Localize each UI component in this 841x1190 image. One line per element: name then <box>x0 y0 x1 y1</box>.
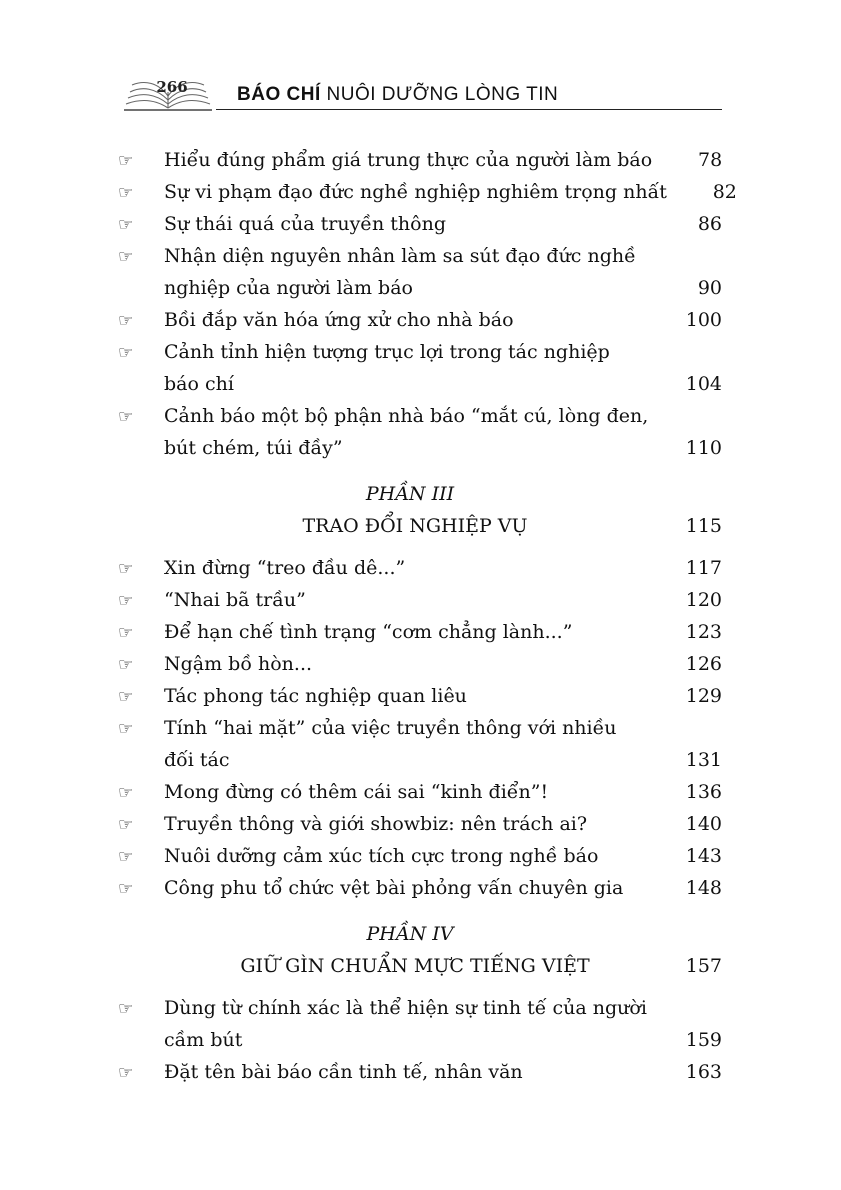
toc-entry[interactable] <box>118 712 722 776</box>
toc-entry-title: Sự vi phạm đạo đức nghề nghiệp nghiêm trọng nhất <box>164 181 667 203</box>
toc-entry[interactable] <box>118 992 722 1056</box>
toc-entry[interactable] <box>118 840 722 872</box>
toc-entry-line <box>118 208 722 240</box>
toc-page-number: 110 <box>685 437 722 459</box>
toc-entry-title: Cảnh báo một bộ phận nhà báo “mắt cú, lòng đen, <box>164 405 649 427</box>
toc-entry-line <box>118 304 722 336</box>
toc-page-number: 126 <box>685 653 722 675</box>
toc-page-number: 100 <box>685 309 722 331</box>
toc-entry[interactable] <box>118 648 722 680</box>
hand-pointing-icon: ☞ <box>118 783 134 803</box>
toc-entry[interactable] <box>118 176 737 208</box>
toc-entry[interactable] <box>118 680 722 712</box>
toc-page-number: 78 <box>697 149 723 171</box>
toc-entry-line <box>118 584 722 616</box>
toc-entry-line <box>118 776 722 808</box>
toc-entry-title: Hiểu đúng phẩm giá trung thực của người làm báo <box>164 149 653 171</box>
toc-entry-line <box>118 680 722 712</box>
toc-entry-line <box>118 368 722 400</box>
toc-entry-line <box>118 552 722 584</box>
part-title-row[interactable] <box>118 510 722 542</box>
toc-entry-title: Đặt tên bài báo cần tinh tế, nhân văn <box>164 1061 523 1083</box>
toc-entry-title: bút chém, túi đầy” <box>164 437 343 459</box>
toc-entry-title: Tác phong tác nghiệp quan liêu <box>164 685 467 707</box>
toc-entry[interactable] <box>118 872 722 904</box>
toc-entry-title: Để hạn chế tình trạng “cơm chẳng lành...” <box>164 621 573 643</box>
toc-entry[interactable] <box>118 1056 722 1088</box>
toc-entry[interactable] <box>118 808 722 840</box>
toc-entry-title: báo chí <box>164 373 234 395</box>
header-rule <box>216 109 722 110</box>
toc-entry-line <box>118 272 722 304</box>
toc-entry-title: nghiệp của người làm báo <box>164 277 413 299</box>
toc-page-number: 129 <box>685 685 722 707</box>
toc-entry[interactable] <box>118 552 722 584</box>
toc-entry[interactable] <box>118 208 722 240</box>
toc-entry-title: Tính “hai mặt” của việc truyền thông với nhiều <box>164 717 617 739</box>
toc-entry[interactable] <box>118 304 722 336</box>
hand-pointing-icon: ☞ <box>118 815 134 835</box>
toc-page-number: 123 <box>685 621 722 643</box>
toc-page-number: 86 <box>697 213 722 235</box>
hand-pointing-icon: ☞ <box>118 687 134 707</box>
toc-entry-line <box>118 336 722 368</box>
toc-entry[interactable] <box>118 776 722 808</box>
part-title: GIỮ GÌN CHUẨN MỰC TIẾNG VIỆT <box>240 955 590 977</box>
toc-entry-title: “Nhai bã trầu” <box>164 589 306 611</box>
hand-pointing-icon: ☞ <box>118 623 134 643</box>
part-label: PHẦN III <box>365 483 455 505</box>
page-header <box>120 70 722 114</box>
toc-page-number: 140 <box>685 813 722 835</box>
toc-entry-title: đối tác <box>164 749 230 771</box>
toc-entry-line <box>118 400 722 432</box>
toc-entry-line <box>118 808 722 840</box>
toc-page-number: 148 <box>685 877 722 899</box>
toc-page-number: 90 <box>697 277 722 299</box>
toc-entry-title: Mong đừng có thêm cái sai “kinh điển”! <box>164 781 549 803</box>
part-page-number: 115 <box>685 515 722 537</box>
hand-pointing-icon: ☞ <box>118 847 134 867</box>
toc-entry-title: Xin đừng “treo đầu dê...” <box>164 557 406 579</box>
hand-pointing-icon: ☞ <box>118 151 134 171</box>
toc-entry-line <box>118 240 722 272</box>
toc-entry-title: cầm bút <box>164 1029 243 1051</box>
toc-page-number: 136 <box>685 781 722 803</box>
hand-pointing-icon: ☞ <box>118 655 134 675</box>
toc-entry-title: Dùng từ chính xác là thể hiện sự tinh tế của người <box>164 997 647 1019</box>
hand-pointing-icon: ☞ <box>118 311 134 331</box>
toc-entry[interactable] <box>118 616 722 648</box>
toc-entry[interactable] <box>118 144 722 176</box>
toc-group-part3 <box>118 552 722 904</box>
hand-pointing-icon: ☞ <box>118 1063 134 1083</box>
running-title-bold: BÁO CHÍ <box>237 84 321 105</box>
toc-entry-title: Sự thái quá của truyền thông <box>164 213 446 235</box>
part-label: PHẦN IV <box>366 923 454 945</box>
toc-entry-line <box>118 1024 722 1056</box>
running-title-rest: NUÔI DƯỠNG LÒNG TIN <box>320 84 559 105</box>
toc-page-number: 163 <box>685 1061 722 1083</box>
toc-entry-line <box>118 432 722 464</box>
toc-entry-title: Bồi đắp văn hóa ứng xử cho nhà báo <box>164 309 514 331</box>
toc-entry-title: Cảnh tỉnh hiện tượng trục lợi trong tác nghiệp <box>164 341 610 363</box>
page-number: 266 <box>156 78 188 96</box>
toc-entry-line <box>118 712 722 744</box>
toc-entry-title: Ngậm bồ hòn... <box>164 653 313 675</box>
part-page-number: 157 <box>685 955 722 977</box>
toc-entry-line <box>118 1056 722 1088</box>
toc-page-number: 131 <box>685 749 722 771</box>
hand-pointing-icon: ☞ <box>118 999 134 1019</box>
toc-page-number: 159 <box>685 1029 722 1051</box>
hand-pointing-icon: ☞ <box>118 247 134 267</box>
toc-page-number: 143 <box>685 845 722 867</box>
toc-entry-line <box>118 616 722 648</box>
hand-pointing-icon: ☞ <box>118 215 134 235</box>
hand-pointing-icon: ☞ <box>118 343 134 363</box>
toc-page-number: 120 <box>685 589 722 611</box>
toc-entry-line <box>118 840 722 872</box>
hand-pointing-icon: ☞ <box>118 183 134 203</box>
toc-entry[interactable] <box>118 400 722 464</box>
toc-page-number: 104 <box>685 373 722 395</box>
part-title: TRAO ĐỔI NGHIỆP VỤ <box>302 515 528 537</box>
toc-page-number: 82 <box>712 181 737 203</box>
table-of-contents <box>118 144 737 1088</box>
toc-entry-line <box>118 176 737 208</box>
toc-entry[interactable] <box>118 336 722 400</box>
toc-group-part2 <box>118 144 737 464</box>
hand-pointing-icon: ☞ <box>118 591 134 611</box>
toc-entry-line <box>118 144 722 176</box>
toc-entry-line <box>118 648 722 680</box>
running-title <box>237 84 558 106</box>
toc-entry[interactable] <box>118 240 722 304</box>
hand-pointing-icon: ☞ <box>118 407 134 427</box>
toc-entry-title: Truyền thông và giới showbiz: nên trách ai? <box>164 813 588 835</box>
toc-entry-title: Nhận diện nguyên nhân làm sa sút đạo đức nghề <box>164 245 636 267</box>
toc-entry[interactable] <box>118 584 722 616</box>
hand-pointing-icon: ☞ <box>118 719 134 739</box>
toc-entry-line <box>118 872 722 904</box>
part-title-row[interactable] <box>118 950 722 982</box>
toc-entry-line <box>118 744 722 776</box>
toc-page-number: 117 <box>685 557 722 579</box>
hand-pointing-icon: ☞ <box>118 879 134 899</box>
toc-group-part4 <box>118 992 722 1088</box>
hand-pointing-icon: ☞ <box>118 559 134 579</box>
toc-entry-title: Nuôi dưỡng cảm xúc tích cực trong nghề báo <box>164 845 599 867</box>
toc-entry-title: Công phu tổ chức vệt bài phỏng vấn chuyên gia <box>164 877 624 899</box>
toc-entry-line <box>118 992 722 1024</box>
